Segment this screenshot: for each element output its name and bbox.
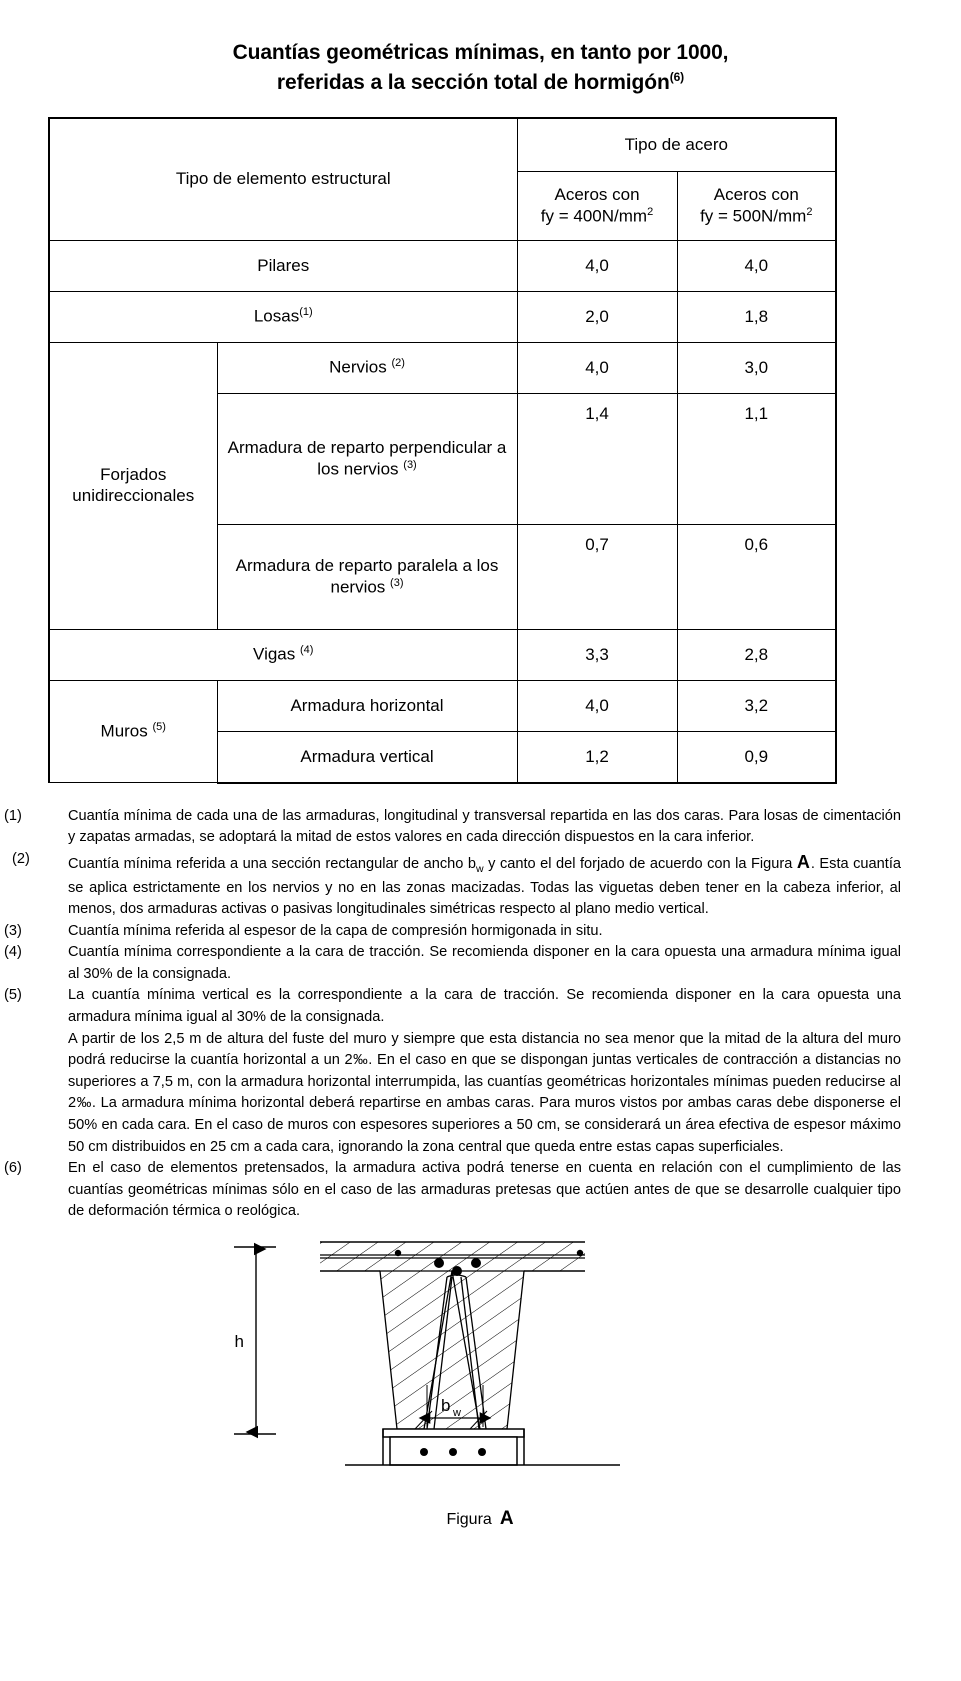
- figure-caption: [0, 1506, 961, 1530]
- width-label-subscript-w: w: [453, 1407, 461, 1419]
- row-armadura-par-value-400: 0,7: [517, 524, 677, 629]
- width-label-b: b: [441, 1396, 451, 1415]
- footnote-3-number: (3): [4, 922, 22, 939]
- row-label-armadura-horizontal: Armadura horizontal: [217, 680, 517, 731]
- title-footnote-ref: (6): [669, 70, 685, 85]
- footnote-6: [0, 1158, 901, 1223]
- row-armadura-perp-value-400: 1,4: [517, 393, 677, 524]
- table-row: [49, 291, 836, 342]
- footnote-1: [0, 806, 901, 849]
- footnote-2-figure-ref: A: [796, 852, 811, 873]
- row-muros-footnote-ref: (5): [152, 720, 166, 733]
- row-armadura-vertical-value-500: 0,9: [677, 731, 836, 783]
- footnote-2: [0, 849, 901, 921]
- table-row: [49, 342, 836, 393]
- footnotes-list: [0, 784, 961, 1223]
- row-armadura-par-value-500: 0,6: [677, 524, 836, 629]
- row-armadura-vertical-value-400: 1,2: [517, 731, 677, 783]
- row-label-pilares: Pilares: [49, 240, 517, 291]
- footnote-4-number: (4): [4, 944, 22, 961]
- row-label-nervios: [217, 342, 517, 393]
- row-label-armadura-perpendicular: [217, 393, 517, 524]
- row-nervios-value-400: 4,0: [517, 342, 677, 393]
- row-armadura-perp-text: Armadura de reparto perpendicular a los nervios: [227, 437, 507, 479]
- footnote-2-number: (2): [12, 851, 30, 868]
- footnote-1-text: Cuantía mínima de cada una de las armaduras, longitudinal y transversal repartida en las dos caras. Para losas de cimentación y zapatas armadas, se adoptará la mitad de estos valores en cada dirección dispuestos en la cara inferior.: [68, 807, 901, 846]
- row-armadura-par-text: Armadura de reparto paralela a los nervios: [235, 555, 499, 597]
- row-vigas-text: Vigas: [253, 644, 296, 664]
- row-armadura-perp-value-500: 1,1: [677, 393, 836, 524]
- row-vigas-footnote-ref: (4): [300, 644, 314, 657]
- row-vigas-value-500: 2,8: [677, 629, 836, 680]
- table-header-row-1: [49, 118, 836, 172]
- table-container: [0, 117, 961, 784]
- footnote-5: [0, 985, 901, 1028]
- footnote-6-text: En el caso de elementos pretensados, la armadura activa podrá tenerse en cuenta en relación con el cumplimiento de las cuantías geométricas mínimas sólo en el caso de las armaduras pretesas que actúen antes de que se desarrolle cualquier tipo de deformación térmica o reológica.: [68, 1160, 901, 1220]
- row-vigas-value-400: 3,3: [517, 629, 677, 680]
- title-line-1: Cuantías geométricas mínimas, en tanto por 1000,: [232, 41, 729, 64]
- row-pilares-value-400: 4,0: [517, 240, 677, 291]
- row-nervios-text: Nervios: [329, 357, 387, 377]
- footnote-1-number: (1): [4, 807, 22, 824]
- row-nervios-footnote-ref: (2): [391, 357, 405, 370]
- row-label-armadura-paralela: [217, 524, 517, 629]
- header-element-type: Tipo de elemento estructural: [49, 118, 517, 241]
- row-group-muros: [49, 680, 217, 783]
- footnote-5-continuation: A partir de los 2,5 m de altura del fuste del muro y siempre que esta distancia no sea menor que la mitad de la altura del muro podrá reducirse la cuantía horizontal a un 2‰. En el caso en que se dispongan juntas verticales de contracción a distancias no superiores a 7,5 m, con la armadura horizontal interrumpida, las cuantías geométricas horizontales mínimas pueden reducirse al 2‰. La armadura mínima horizontal deberá repartirse en ambas caras. Para muros vistos por ambas caras debe disponerse el 50% en cada cara. En el caso de muros con espesores superiores a 50 cm, se considerará un área efectiva de espesor máximo 50 cm distribuidos en 25 cm a cada cara, ignorando la zona central que queda entre estas capas superficiales.: [68, 1030, 901, 1155]
- footnote-2-subscript-w: w: [476, 862, 484, 875]
- table-row: [49, 680, 836, 731]
- footnote-6-number: (6): [4, 1160, 22, 1177]
- footnote-4-text: Cuantía mínima correspondiente a la cara de tracción. Se recomienda disponer en la cara opuesta una armadura mínima igual al 30% de la consignada.: [68, 944, 901, 982]
- cuantias-table: [48, 117, 837, 784]
- header-steel-500-exponent: 2: [806, 205, 813, 218]
- row-label-vigas: [49, 629, 517, 680]
- joist-section-drawing: [0, 1233, 961, 1501]
- row-losas-footnote-ref: (1): [299, 306, 313, 319]
- joist-body: [380, 1271, 524, 1429]
- compression-slab: [320, 1242, 585, 1271]
- footnote-2-part1: Cuantía mínima referida a una sección rectangular de ancho b: [68, 856, 477, 873]
- header-steel-500-line2: fy = 500N/mm: [700, 206, 807, 226]
- row-group-forjados: Forjados unidireccionales: [49, 342, 217, 629]
- header-steel-400-line2: fy = 400N/mm: [540, 206, 648, 226]
- header-steel-type: Tipo de acero: [517, 118, 836, 172]
- footnote-5-text: La cuantía mínima vertical es la correspondiente a la cara de tracción. Se recomienda disponer en la cara opuesta una armadura mínima igual al 30% de la consignada.: [68, 987, 901, 1026]
- header-steel-500-line1: Aceros con: [713, 184, 799, 204]
- row-label-armadura-vertical: Armadura vertical: [217, 731, 517, 783]
- row-pilares-value-500: 4,0: [677, 240, 836, 291]
- height-label: h: [234, 1332, 244, 1351]
- footnote-4: [0, 942, 901, 985]
- row-losas-value-500: 1,8: [677, 291, 836, 342]
- header-steel-400-line1: Aceros con: [554, 184, 640, 204]
- title-line-2: [60, 68, 901, 98]
- footnote-3: [0, 921, 901, 943]
- height-dimension: [234, 1247, 276, 1434]
- footnote-2-part3: . Esta cuantía se aplica estrictamente en los nervios y no en las zonas macizadas. Todas las viguetas deben tener en la cabeza inferior, al menos, dos armaduras activas o pasivas longitudinales simétricas respecto al plano medio vertical.: [68, 856, 901, 918]
- table-row: [49, 629, 836, 680]
- figure-caption-text: Figura: [446, 1511, 492, 1528]
- row-nervios-value-500: 3,0: [677, 342, 836, 393]
- footnote-2-part2: y canto el del forjado de acuerdo con la Figura: [483, 856, 797, 873]
- row-label-losas: [49, 291, 517, 342]
- table-row: [49, 240, 836, 291]
- row-armadura-horizontal-value-400: 4,0: [517, 680, 677, 731]
- header-steel-500: [677, 171, 836, 240]
- footnote-2-text: [68, 849, 901, 921]
- header-steel-400: [517, 171, 677, 240]
- row-armadura-par-footnote-ref: (3): [390, 576, 404, 589]
- title-line-2-text: referidas a la sección total de hormigón: [276, 71, 670, 95]
- footnote-3-text: Cuantía mínima referida al espesor de la capa de compresión hormigonada in situ.: [68, 922, 603, 939]
- figure-a-diagram: [0, 1233, 961, 1533]
- figure-caption-ref: A: [499, 1508, 515, 1529]
- row-losas-text: Losas: [253, 306, 300, 326]
- row-armadura-perp-footnote-ref: (3): [403, 458, 417, 471]
- page-title: [0, 0, 961, 99]
- row-armadura-horizontal-value-500: 3,2: [677, 680, 836, 731]
- row-losas-value-400: 2,0: [517, 291, 677, 342]
- footnote-5-number: (5): [4, 987, 22, 1004]
- header-steel-400-exponent: 2: [647, 205, 654, 218]
- support-beam: [345, 1429, 620, 1465]
- row-muros-text: Muros: [100, 721, 148, 741]
